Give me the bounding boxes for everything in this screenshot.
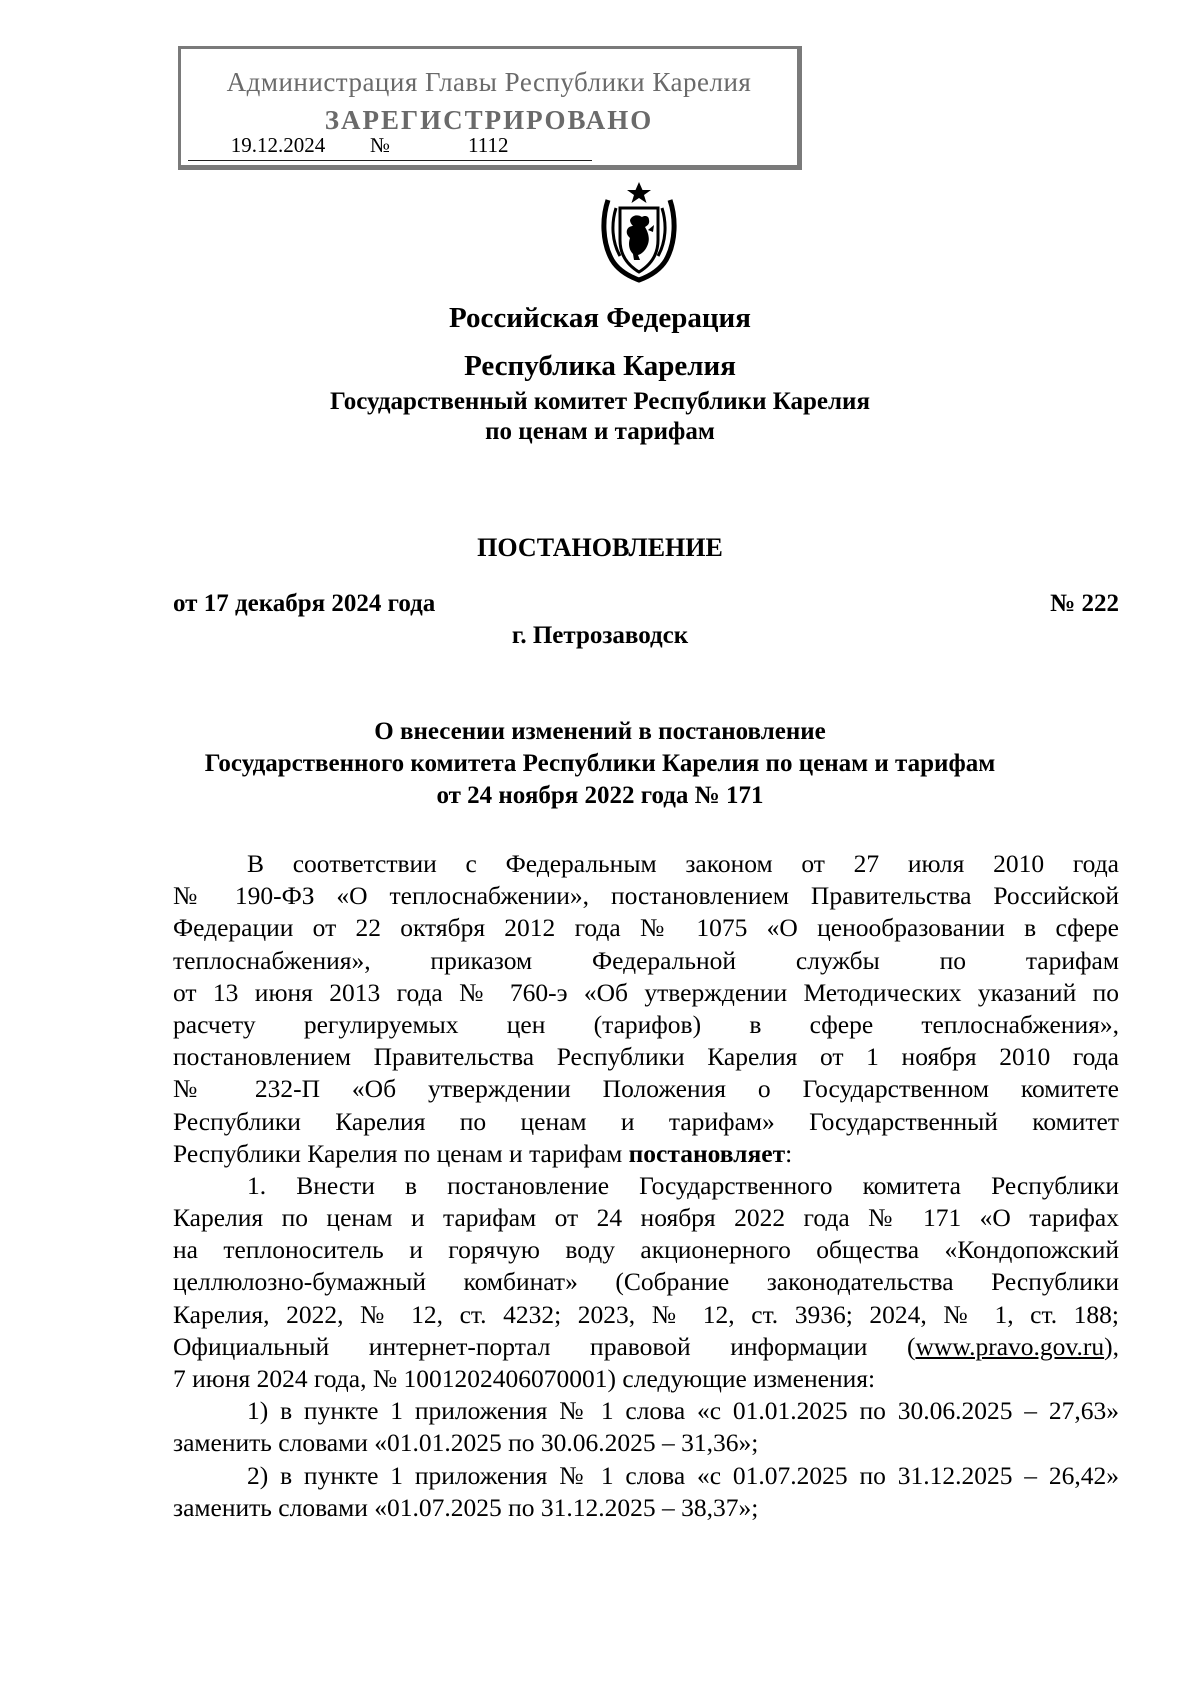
stamp-organization: Администрация Главы Республики Карелия — [226, 67, 752, 97]
document-title-line2: Государственного комитета Республики Карелия по ценам и тарифам — [204, 750, 996, 777]
body-line: Федерации от 22 октября 2012 года № 1075 «О ценообразовании в сфере — [173, 913, 1119, 943]
document-title-line3: от 24 ноября 2022 года № 171 — [436, 782, 764, 809]
decision-prefix: Республики Карелия по ценам и тарифам — [173, 1138, 629, 1168]
body-line: расчету регулируемых цен (тарифов) в сфере теплоснабжения», — [173, 1009, 1119, 1039]
republic-heading: Республика Карелия — [464, 350, 736, 382]
stamp-number: 1112 — [392, 133, 592, 161]
body-line: 1. Внести в постановление Государственного комитета Республики — [247, 1170, 1119, 1200]
body-line-portal — [173, 1331, 1119, 1363]
body-line: постановлением Правительства Республики Карелия от 1 ноября 2010 года — [173, 1042, 1119, 1072]
item2-line2: заменить словами «01.07.2025 по 31.12.2025 – 38,37»; — [173, 1492, 759, 1522]
document-number: № 222 — [1050, 590, 1119, 617]
body-line: № 190-ФЗ «О теплоснабжении», постановлением Правительства Российской — [173, 881, 1119, 911]
decision-keyword: постановляет — [628, 1138, 786, 1168]
committee-heading-line2: по ценам и тарифам — [485, 418, 715, 445]
decision-suffix: : — [785, 1138, 793, 1168]
portal-suffix: ), — [1104, 1331, 1119, 1361]
document-date: от 17 декабря 2024 года — [173, 590, 436, 617]
item1-line1: 1) в пункте 1 приложения № 1 слова «с 01.01.2025 по 30.06.2025 – 27,63» — [247, 1396, 1119, 1426]
body-line: № 232-П «Об утверждении Положения о Государственном комитете — [173, 1074, 1119, 1104]
body-line: Республики Карелия по ценам и тарифам» Государственный комитет — [173, 1106, 1119, 1136]
pravo-gov-link[interactable]: www.pravo.gov.ru — [915, 1331, 1105, 1361]
stamp-registration-line — [188, 133, 788, 165]
country-heading: Российская Федерация — [449, 302, 751, 334]
document-type: ПОСТАНОВЛЕНИЕ — [477, 533, 723, 562]
body-line: 7 июня 2024 года, № 1001202406070001) следующие изменения: — [173, 1364, 876, 1393]
stamp-date: 19.12.2024 — [188, 133, 368, 161]
body-line-decision — [173, 1138, 1119, 1170]
body-line: целлюлозно-бумажный комбинат» (Собрание законодательства Республики — [173, 1267, 1119, 1297]
portal-prefix: Официальный интернет-портал правовой информации ( — [173, 1331, 916, 1361]
document-title-line1: О внесении изменений в постановление — [374, 718, 826, 745]
body-line: Карелия, 2022, № 12, ст. 4232; 2023, № 12, ст. 3936; 2024, № 1, ст. 188; — [173, 1299, 1119, 1329]
body-line: В соответствии с Федеральным законом от 27 июля 2010 года — [247, 849, 1119, 878]
document-city: г. Петрозаводск — [511, 622, 689, 649]
body-line: на теплоноситель и горячую воду акционерного общества «Кондопожский — [173, 1235, 1119, 1265]
item2-line1: 2) в пункте 1 приложения № 1 слова «с 01.07.2025 по 31.12.2025 – 26,42» — [247, 1460, 1119, 1490]
body-line: от 13 июня 2013 года № 760-э «Об утверждении Методических указаний по — [173, 977, 1119, 1007]
body-line: Карелия по ценам и тарифам от 24 ноября 2022 года № 171 «О тарифах — [173, 1203, 1119, 1233]
coat-of-arms-emblem — [598, 180, 680, 284]
stamp-number-sign: № — [368, 133, 392, 161]
committee-heading-line1: Государственный комитет Республики Карелия — [330, 388, 870, 415]
document-body — [173, 848, 1119, 1524]
stamp-status: ЗАРЕГИСТРИРОВАНО — [324, 105, 654, 135]
item1-line2: заменить словами «01.01.2025 по 30.06.2025 – 31,36»; — [173, 1428, 759, 1458]
body-line: теплоснабжения», приказом Федеральной службы по тарифам — [173, 945, 1119, 975]
